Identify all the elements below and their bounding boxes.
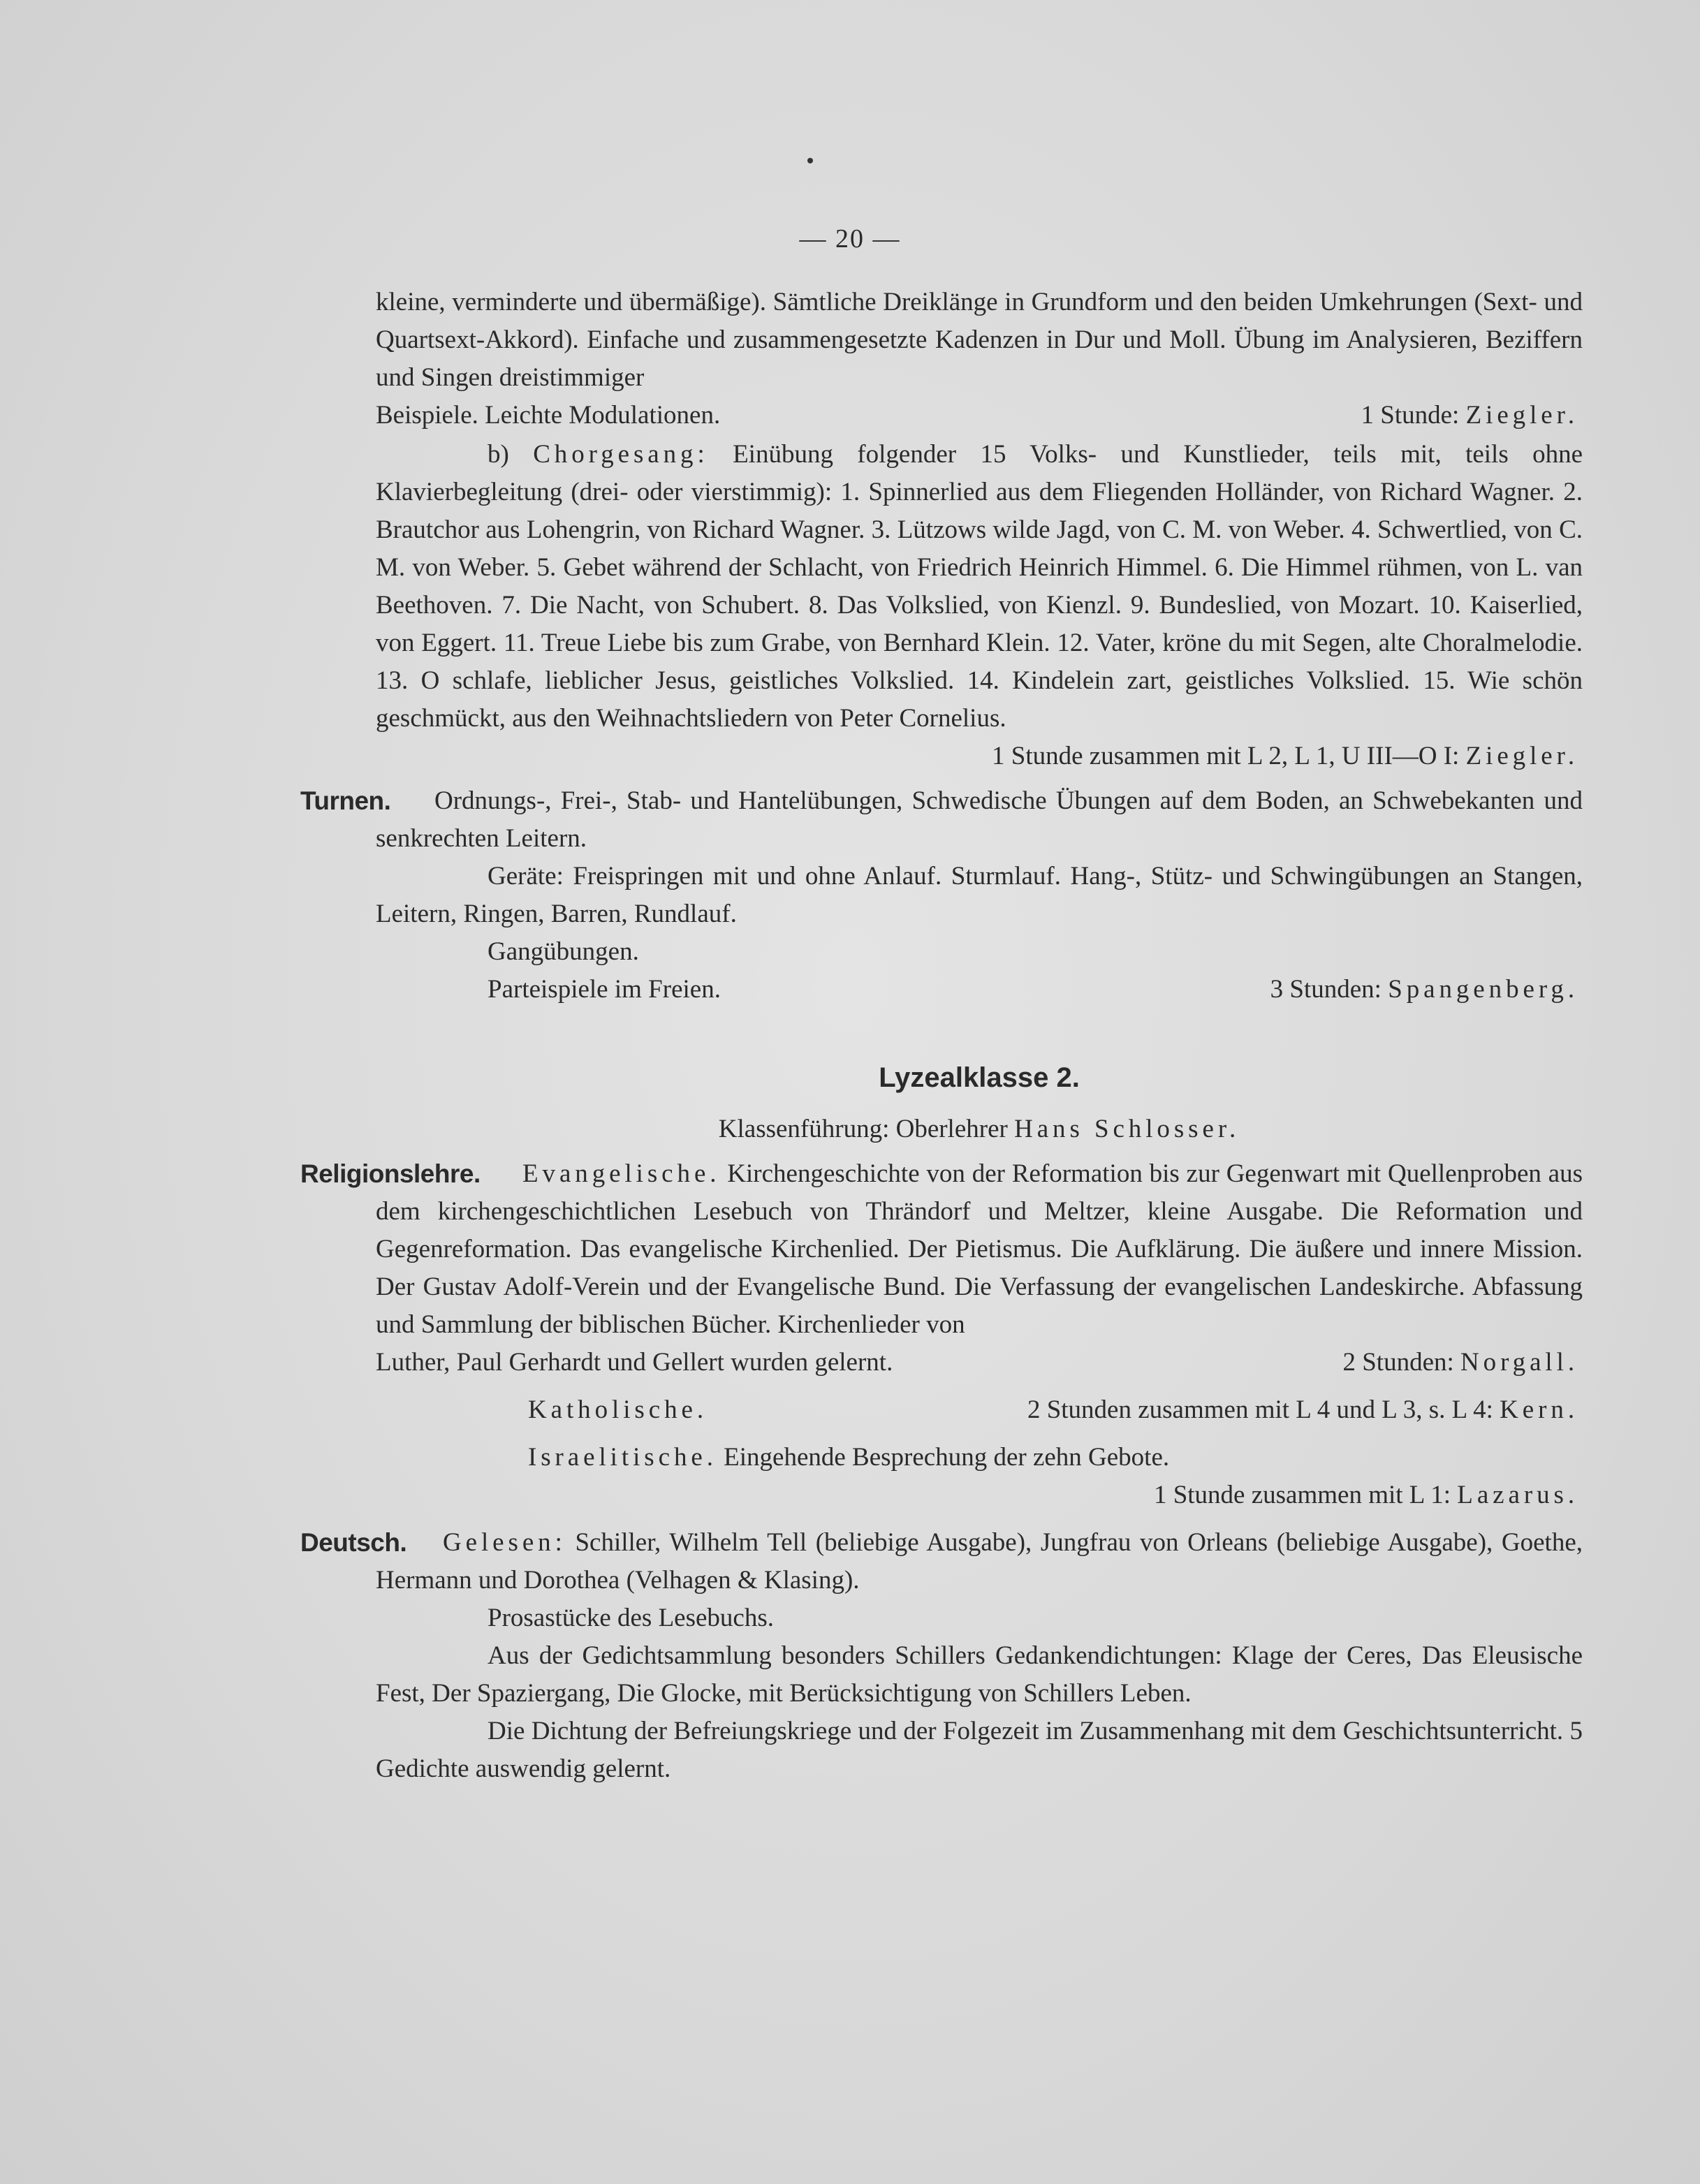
religion-label: Religionslehre. — [300, 1159, 481, 1188]
turnen-label: Turnen. — [300, 786, 391, 815]
choir-content: Einübung folgender 15 Volks- und Kunstlieder, teils mit, teils ohne Klavierbegleitung (drei- oder vierstimmig): 1. Spinnerlied aus dem Fliegenden Holländer, von Richard Wagner. 2. Brautchor aus Lohengrin, von Richard Wagner. 3. Lützows wilde Jagd, von C. M. von Weber. 4. Schwertlied, von C. M. von Weber. 5. Gebet während der Schlacht, von Friedrich Heinrich Himmel. 6. Die Himmel rühmen, von L. van Beethoven. 7. Die Nacht, von Schubert. 8. Das Volkslied, von Kienzl. 9. Bundeslied, von Mozart. 10. Kaiserlied, von Eggert. 11. Treue Liebe bis zum Grabe, von Bernhard Klein. 12. Vater, kröne du mit Segen, alte Choralmelodie. 13. O schlafe, lieblicher Jesus, geistliches Volkslied. 14. Kindelein zart, geistliches Volkslied. 15. Wie schön geschmückt, aus den Weihnachtsliedern von Peter Cornelius. — [376, 440, 1583, 733]
page-body — [300, 284, 1583, 1788]
turnen-text-2: Geräte: Freispringen mit und ohne Anlauf. Sturmlauf. Hang-, Stütz- und Schwingübungen an Stangen, Leitern, Ringen, Barren, Rundlauf. — [376, 862, 1583, 928]
music-theory-last: Beispiele. Leichte Modulationen. — [376, 401, 721, 430]
deutsch-read-content: Schiller, Wilhelm Tell (beliebige Ausgabe), Jungfrau von Orleans (beliebige Ausgabe), Goethe, Hermann und Dorothea (Velhagen & Klasing). — [376, 1528, 1583, 1595]
religion-ev-label: Evangelische. — [522, 1159, 721, 1188]
religion-ev-last: Luther, Paul Gerhardt und Gellert wurden gelernt. — [376, 1348, 893, 1377]
choir-hours: 1 Stunde zusammen mit L 2, L 1, U III—O I: — [992, 742, 1460, 770]
class-lead-name: Hans Schlosser. — [1014, 1115, 1240, 1143]
music-theory-block — [376, 284, 1583, 434]
turnen-last-line — [376, 971, 1583, 1009]
religion-ev-text — [376, 1155, 1583, 1344]
religion-kath-line — [376, 1391, 1583, 1429]
music-theory-teacher: Ziegler. — [1465, 401, 1578, 430]
religion-isr-line — [376, 1439, 1583, 1476]
religion-block — [300, 1155, 1583, 1514]
turnen-text-4: Parteispiele im Freien. — [488, 975, 721, 1004]
deutsch-gedicht: Aus der Gedichtsammlung besonders Schillers Gedankendichtungen: Klage der Ceres, Das Eleusische Fest, Der Spaziergang, Die Glocke, mit Berücksichtigung von Schillers Leben. — [376, 1641, 1583, 1708]
religion-ev-content: Kirchengeschichte von der Reformation bis zur Gegenwart mit Quellenproben aus dem kirchengeschichtlichen Lesebuch von Thrändorf und Meltzer, kleine Ausgabe. Die Reformation und Gegenreformation. Das evangelische Kirchenlied. Der Pietismus. Die Aufklärung. Die äußere und innere Mission. Der Gustav Adolf-Verein und der Evangelische Bund. Die Verfassung der evangelischen Landeskirche. Abfassung und Sammlung der biblischen Bücher. Kirchenlieder von — [376, 1159, 1583, 1339]
music-theory-last-line — [376, 397, 1583, 434]
turnen-teacher: Spangenberg. — [1388, 975, 1578, 1004]
religion-isr-hours: 1 Stunde zusammen mit L 1: — [1153, 1481, 1451, 1509]
choir-teacher: Ziegler. — [1465, 742, 1578, 770]
choir-block — [376, 436, 1583, 775]
deutsch-label: Deutsch. — [300, 1528, 407, 1557]
music-theory-hours-line — [1361, 397, 1583, 434]
turnen-hours: 3 Stunden: — [1270, 975, 1382, 1004]
choir-text — [376, 436, 1583, 738]
religion-isr-teacher: Lazarus. — [1457, 1481, 1578, 1509]
turnen-text-3: Gangübungen. — [488, 937, 639, 966]
religion-kath-hours-line — [1027, 1391, 1578, 1429]
turnen-text-1: Ordnungs-, Frei-, Stab- und Hantelübungen, Schwedische Übungen auf dem Boden, an Schwebekanten und senkrechten Leitern. — [376, 786, 1583, 853]
choir-label: Chorgesang: — [533, 440, 709, 469]
music-theory-hours: 1 Stunde: — [1361, 401, 1460, 430]
class-lead-label: Klassenführung: Oberlehrer — [718, 1115, 1008, 1143]
religion-isr-hours-line — [376, 1476, 1583, 1514]
deutsch-block — [300, 1524, 1583, 1788]
turnen-block — [300, 782, 1583, 1009]
deutsch-prosa: Prosastücke des Lesebuchs. — [488, 1604, 774, 1632]
religion-kath-hours: 2 Stunden zusammen mit L 4 und L 3, s. L 4: — [1027, 1395, 1493, 1424]
turnen-hours-line — [1270, 971, 1583, 1009]
religion-isr-text: Eingehende Besprechung der zehn Gebote. — [724, 1443, 1170, 1472]
ink-speck — [807, 158, 813, 163]
section-header — [376, 1059, 1583, 1148]
deutsch-dichtung: Die Dichtung der Befreiungskriege und der Folgezeit im Zusammenhang mit dem Geschichtsunterricht. 5 Gedichte auswendig gelernt. — [376, 1717, 1583, 1783]
choir-hours-line — [376, 738, 1583, 775]
religion-ev-teacher: Norgall. — [1460, 1348, 1578, 1377]
music-theory-text: kleine, verminderte und übermäßige). Sämtliche Dreiklänge in Grundform und den beiden Umkehrungen (Sext- und Quartsext-Akkord). Einfache und zusammengesetzte Kadenzen in Dur und Moll. Übung im Analysieren, Beziffern und Singen dreistimmiger — [376, 288, 1583, 392]
section-title: Lyzealklasse 2. — [879, 1062, 1080, 1093]
religion-isr-label: Israelitische. — [528, 1443, 717, 1472]
religion-ev-hours: 2 Stunden: — [1342, 1348, 1454, 1377]
page-number: — 20 — — [799, 224, 901, 254]
religion-kath-teacher: Kern. — [1500, 1395, 1578, 1424]
religion-ev-last-line — [376, 1344, 1583, 1382]
class-lead — [376, 1111, 1583, 1148]
religion-ev-hours-line — [1342, 1344, 1583, 1382]
deutsch-read-label: Gelesen: — [443, 1528, 566, 1557]
choir-prefix: b) — [488, 440, 509, 469]
religion-kath-label: Katholische. — [528, 1395, 708, 1424]
deutsch-read-text — [376, 1524, 1583, 1599]
